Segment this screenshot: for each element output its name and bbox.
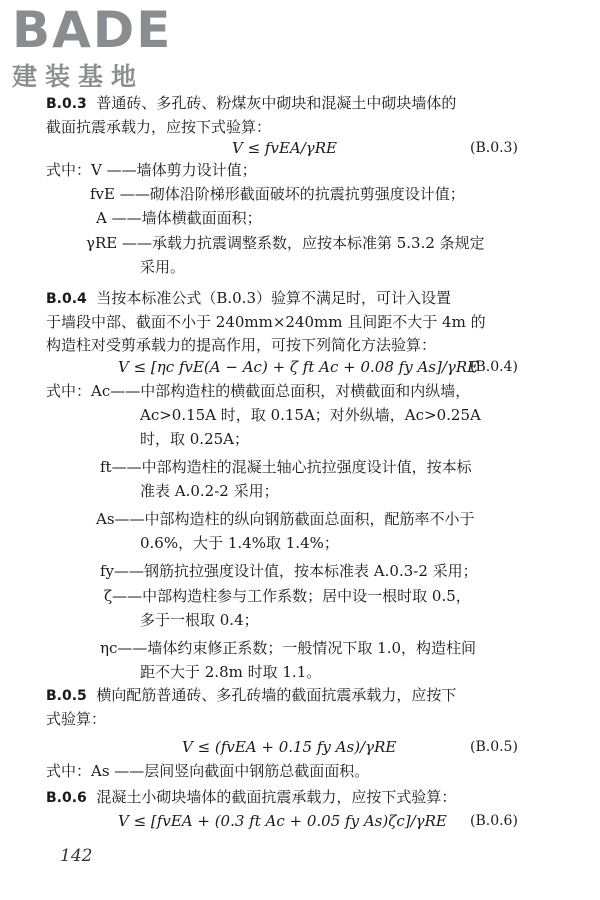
b04-where-10: 多于一根取 0.4；	[140, 611, 259, 629]
logo-word: BADE	[12, 1, 173, 59]
b04-eqno: (B.0.4)	[470, 359, 518, 375]
b04-where-12: 距不大于 2.8m 时取 1.1。	[140, 663, 322, 681]
b06-eqno: (B.0.6)	[470, 813, 518, 829]
b05-formula: V ≤ (fvEA + 0.15 fy As)/γRE	[182, 738, 397, 756]
b04-formula: V ≤ [ηc fvE(A − Ac) + ζ ft Ac + 0.08 fy As]/γRE	[118, 358, 479, 376]
b05-where-1: 式中：As ——层间竖向截面中钢筋总截面面积。	[46, 762, 370, 780]
b04-where-3: 时，取 0.25A；	[140, 430, 249, 448]
b03-text-2: 截面抗震承载力，应按下式验算：	[46, 118, 272, 136]
b05-eqno: (B.0.5)	[470, 739, 518, 755]
b06-text-1: 混凝土小砌块墙体的截面抗震承载力，应按下式验算：	[96, 788, 457, 806]
b03-text-1: 普通砖、多孔砖、粉煤灰中砌块和混凝土中砌块墙体的	[96, 94, 457, 112]
b04-where-8: fy——钢筋抗拉强度设计值，按本标准表 A.0.3-2 采用；	[100, 562, 478, 580]
b05-label: B.0.5	[46, 688, 87, 704]
b03-where-5: 采用。	[140, 258, 186, 276]
b04-text-1: 当按本标准公式（B.0.3）验算不满足时，可计入设置	[96, 289, 451, 307]
b03-label: B.0.3	[46, 96, 87, 112]
b03-formula: V ≤ fvEA/γRE	[232, 139, 338, 157]
b04-where-6: As——中部构造柱的纵向钢筋截面总面积，配筋率不小于	[96, 510, 475, 528]
b05-text-1: 横向配筋普通砖、多孔砖墙的截面抗震承载力，应按下	[96, 686, 457, 704]
b03-where-2: fvE ——砌体沿阶梯形截面破坏的抗震抗剪强度设计值；	[90, 185, 465, 203]
b04-label: B.0.4	[46, 291, 87, 307]
b03-where-4: γRE ——承载力抗震调整系数，应按本标准第 5.3.2 条规定	[86, 234, 485, 252]
b04-where-1: 式中：Ac——中部构造柱的横截面总面积，对横截面和内纵墙，	[46, 382, 471, 400]
b06-formula: V ≤ [fvEA + (0.3 ft Ac + 0.05 fy As)ζc]/γRE	[118, 812, 447, 830]
b05-text-2: 式验算：	[46, 710, 107, 728]
b06-line-1	[46, 786, 456, 809]
b04-where-5: 准表 A.0.2-2 采用；	[140, 482, 279, 500]
b04-where-9: ζ——中部构造柱参与工作系数；居中设一根时取 0.5，	[104, 587, 471, 605]
b03-where-3: A ——墙体横截面面积；	[96, 209, 262, 227]
bade-logo	[12, 1, 182, 91]
page-number: 142	[60, 846, 93, 866]
b04-text-2: 于墙段中部、截面不小于 240mm×240mm 且间距不大于 4m 的	[46, 313, 486, 331]
b04-line-1	[46, 287, 451, 310]
b03-eqno: (B.0.3)	[470, 140, 518, 156]
logo-subtitle: 建装基地	[12, 62, 145, 91]
b03-where-1: 式中：V ——墙体剪力设计值；	[46, 161, 257, 179]
b06-label: B.0.6	[46, 790, 87, 806]
b04-where-2: Ac>0.15A 时，取 0.15A；对外纵墙，Ac>0.25A	[140, 406, 481, 424]
b04-text-3: 构造柱对受剪承载力的提高作用，可按下列简化方法验算：	[46, 336, 437, 354]
b04-where-7: 0.6%，大于 1.4%取 1.4%；	[140, 534, 339, 552]
b05-line-1	[46, 684, 456, 707]
b04-where-4: ft——中部构造柱的混凝土轴心抗拉强度设计值，按本标	[100, 458, 472, 476]
b04-where-11: ηc——墙体约束修正系数；一般情况下取 1.0，构造柱间	[100, 639, 477, 657]
b03-line-1	[46, 92, 456, 115]
